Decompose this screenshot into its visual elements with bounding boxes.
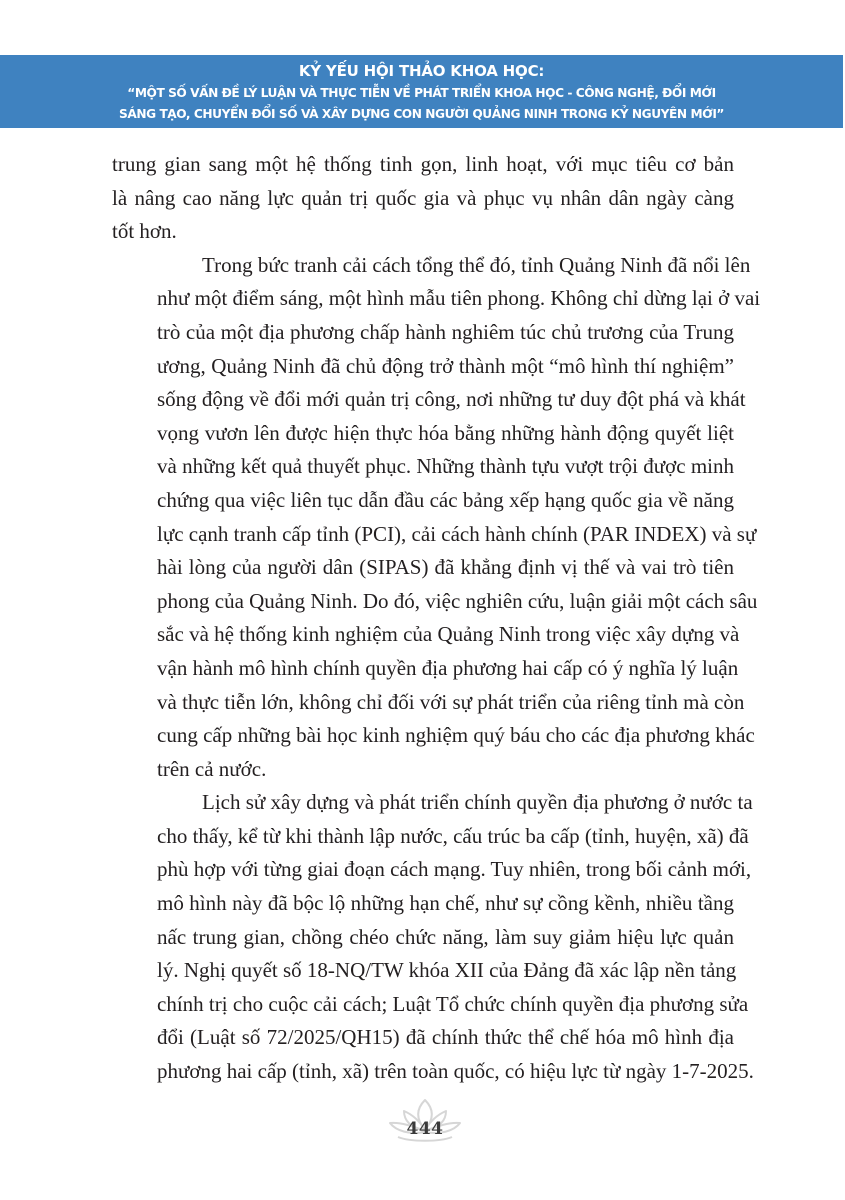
text-line: phương hai cấp (tỉnh, xã) trên toàn quốc, có hiệu lực từ ngày 1-7-2025. (157, 1059, 754, 1084)
text-line: ương, Quảng Ninh đã chủ động trở thành một “mô hình thí nghiệm” (157, 353, 734, 378)
text-line: như một điểm sáng, một hình mẫu tiên phong. Không chỉ dừng lại ở vai (157, 286, 761, 311)
paragraph-1 (112, 148, 734, 249)
text-line: hài lòng của người dân (SIPAS) đã khẳng định vị thế và vai trò tiên (157, 555, 734, 580)
text-line: và những kết quả thuyết phục. Những thành tựu vượt trội được minh (157, 454, 734, 479)
text-line: lý. Nghị quyết số 18-NQ/TW khóa XII của Đảng đã xác lập nền tảng (157, 958, 737, 983)
text-line: chứng qua việc liên tục dẫn đầu các bảng xếp hạng quốc gia về năng (157, 487, 734, 512)
page-number: 444 (406, 1119, 444, 1139)
paragraph-3 (112, 786, 754, 1088)
text-line: mô hình này đã bộc lộ những hạn chế, như sự cồng kềnh, nhiều tầng (157, 891, 734, 916)
text-line: cung cấp những bài học kinh nghiệm quý báu cho các địa phương khác (157, 723, 755, 748)
text-line: phong của Quảng Ninh. Do đó, việc nghiên cứu, luận giải một cách sâu (157, 588, 758, 613)
text-line: Lịch sử xây dựng và phát triển chính quyền địa phương ở nước ta (202, 790, 753, 815)
text-line: Trong bức tranh cải cách tổng thể đó, tỉnh Quảng Ninh đã nổi lên (202, 252, 751, 277)
body-text (112, 148, 761, 1089)
header-title: KỶ YẾU HỘI THẢO KHOA HỌC: (298, 62, 545, 80)
text-line: trò của một địa phương chấp hành nghiêm túc chủ trương của Trung (157, 319, 734, 344)
text-line: vọng vươn lên được hiện thực hóa bằng những hành động quyết liệt (157, 420, 734, 445)
text-line: là nâng cao năng lực quản trị quốc gia và phục vụ nhân dân ngày càng (112, 185, 734, 210)
text-line: trên cả nước. (157, 756, 267, 781)
page-footer (384, 1098, 466, 1144)
header-subtitle-line-2: SÁNG TẠO, CHUYỂN ĐỔI SỐ VÀ XÂY DỰNG CON NGƯỜI QUẢNG NINH TRONG KỶ NGUYÊN MỚI” (119, 107, 724, 121)
text-line: sắc và hệ thống kinh nghiệm của Quảng Ninh trong việc xây dựng và (157, 622, 740, 647)
text-line: trung gian sang một hệ thống tinh gọn, linh hoạt, với mục tiêu cơ bản (112, 152, 734, 176)
header-band (0, 55, 843, 128)
text-line: tốt hơn. (112, 219, 177, 244)
header-subtitle-line-1: “MỘT SỐ VẤN ĐỀ LÝ LUẬN VÀ THỰC TIỄN VỀ PHÁT TRIỂN KHOA HỌC - CÔNG NGHỆ, ĐỔI MỚI (127, 86, 716, 100)
paragraph-2 (112, 249, 761, 787)
text-line: và thực tiễn lớn, không chỉ đối với sự phát triển của riêng tỉnh mà còn (157, 689, 745, 714)
text-line: phù hợp với từng giai đoạn cách mạng. Tuy nhiên, trong bối cảnh mới, (157, 857, 752, 882)
text-line: nấc trung gian, chồng chéo chức năng, làm suy giảm hiệu lực quản (157, 924, 734, 949)
text-line: lực cạnh tranh cấp tỉnh (PCI), cải cách hành chính (PAR INDEX) và sự (157, 521, 757, 546)
text-line: sống động về đổi mới quản trị công, nơi những tư duy đột phá và khát (157, 387, 746, 412)
text-line: đổi (Luật số 72/2025/QH15) đã chính thức thể chế hóa mô hình địa (157, 1025, 734, 1050)
text-line: vận hành mô hình chính quyền địa phương hai cấp có ý nghĩa lý luận (157, 655, 739, 680)
text-line: cho thấy, kể từ khi thành lập nước, cấu trúc ba cấp (tỉnh, huyện, xã) đã (157, 823, 749, 848)
text-line: chính trị cho cuộc cải cách; Luật Tổ chức chính quyền địa phương sửa (157, 991, 749, 1016)
